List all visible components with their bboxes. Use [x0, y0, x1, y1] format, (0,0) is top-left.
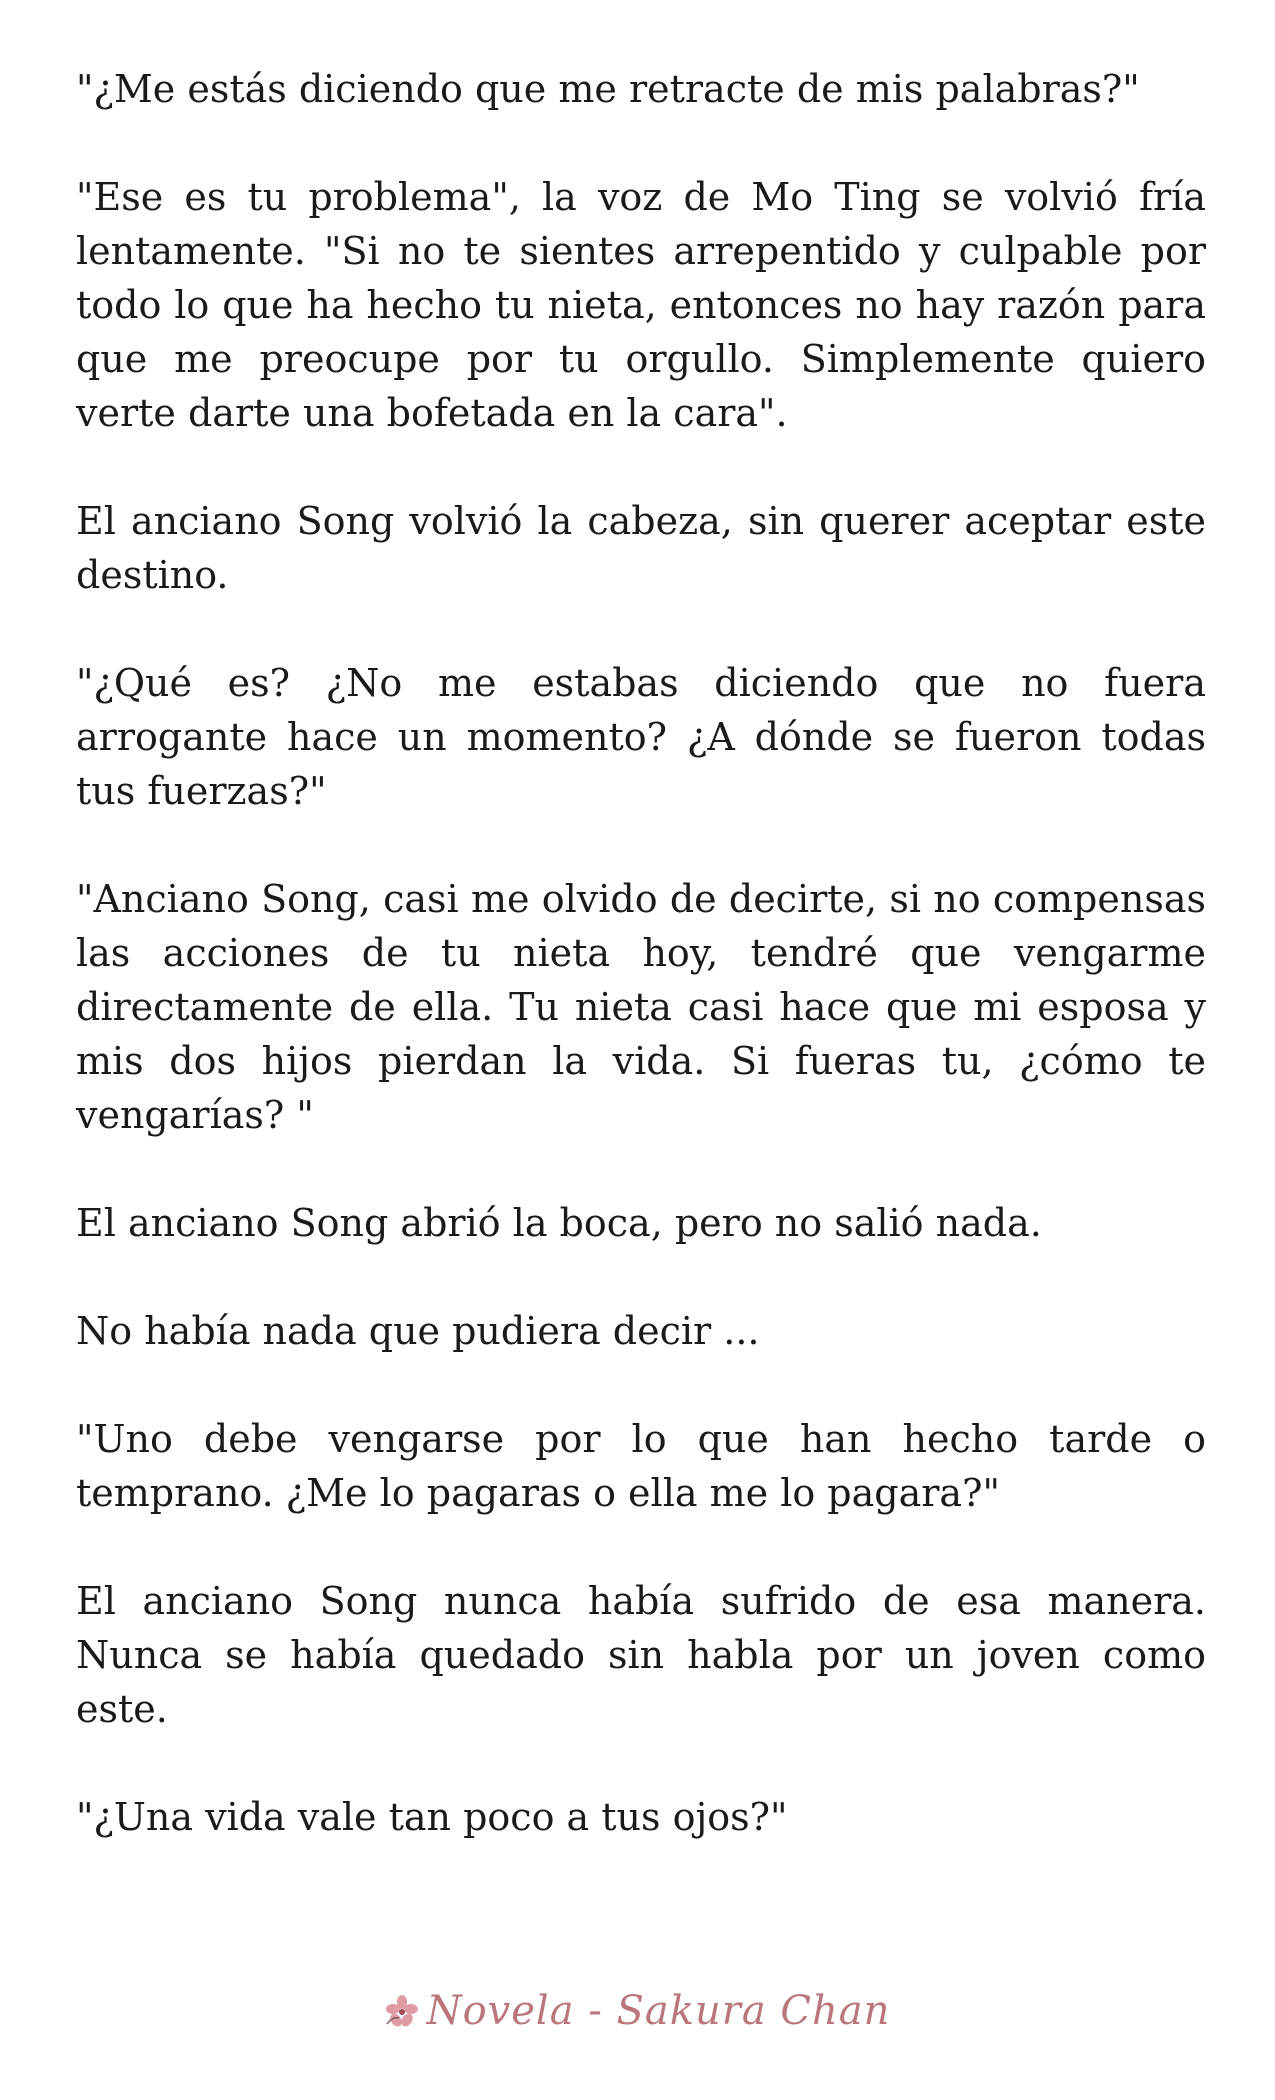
paragraph-9: El anciano Song nunca había sufrido de esa manera. Nunca se había quedado sin habla por un joven como este. [76, 1579, 1206, 1731]
paragraph-7: No había nada que pudiera decir ... [76, 1309, 760, 1353]
paragraph-10: "¿Una vida vale tan poco a tus ojos?" [76, 1795, 788, 1839]
sakura-flower-icon [385, 1992, 419, 2026]
paragraph-3: El anciano Song volvió la cabeza, sin querer aceptar este destino. [76, 499, 1206, 597]
paragraph-8: "Uno debe vengarse por lo que han hecho tarde o temprano. ¿Me lo pagaras o ella me lo pagara?" [76, 1417, 1206, 1515]
paragraph-1: "¿Me estás diciendo que me retracte de mis palabras?" [76, 67, 1140, 111]
paragraph-5: "Anciano Song, casi me olvido de decirte, si no compensas las acciones de tu nieta hoy, tendré que vengarme directamente de ella. Tu nieta casi hace que mi esposa y mis dos hijos pierdan la vida. Si fueras tu, ¿cómo te vengarías? " [76, 877, 1206, 1137]
watermark-footer [0, 1988, 1275, 2034]
paragraph-2: "Ese es tu problema", la voz de Mo Ting se volvió fría lentamente. "Si no te sientes arrepentido y culpable por todo lo que ha hecho tu nieta, entonces no hay razón para que me preocupe por tu orgullo. Simplemente quiero verte darte una bofetada en la cara". [76, 175, 1206, 435]
paragraph-6: El anciano Song abrió la boca, pero no salió nada. [76, 1201, 1042, 1245]
footer-text: Novela - Sakura Chan [426, 1988, 891, 2034]
paragraph-4: "¿Qué es? ¿No me estabas diciendo que no fuera arrogante hace un momento? ¿A dónde se fueron todas tus fuerzas?" [76, 661, 1206, 813]
document-body [76, 62, 1206, 1898]
